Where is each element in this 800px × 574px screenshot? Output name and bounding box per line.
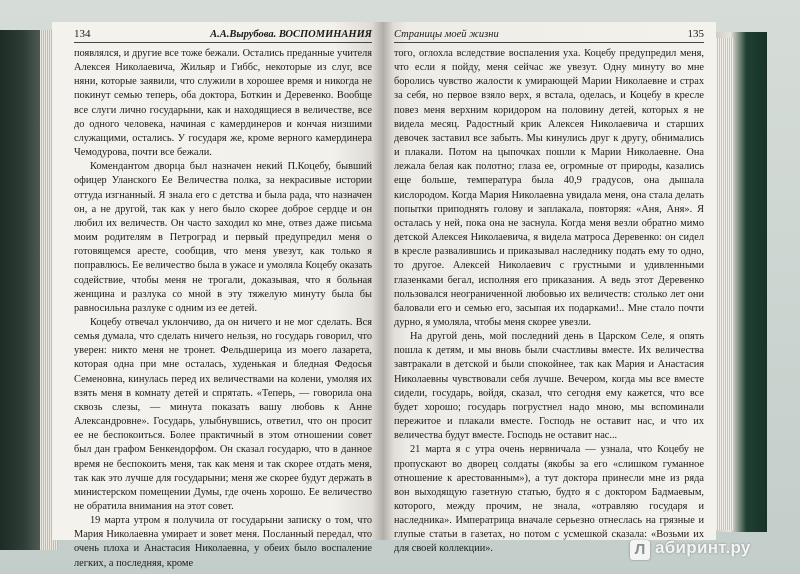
- left-page-text: [74, 47, 372, 571]
- right-running-title: Страницы моей жизни: [394, 29, 499, 40]
- left-running-title: А.А.Вырубова. ВОСПОМИНАНИЯ: [210, 29, 372, 40]
- left-page-number: 134: [74, 28, 91, 40]
- paragraph: Коцебу отвечал уклончиво, да он ничего и не мог сделать. Вся семья думала, что сделать ничего нельзя, но государь говорил, что уверен: никто меня не тронет. Фельдшерица из моего лазарета, которая одна при мне осталась, худенькая и бледная Федосья Семеновна, кинулась перед их величествами на колени, умоляя их взять меня в комнату детей и спрятать. «Теперь, — говорила она сквозь слезы, — минута показать вашу любовь к Анне Александровне». Государь, улыбнувшись, ответил, что он просит ее не беспокоиться. Более практичный в этом отношении совет был дан графом Бенкендорфом. Он сказал государю, что в данное время не беспокоить меня, так как меня и так скорее отдать меня, так как это лучше для государыни; меня же скорее будут держать в министерском помещении Думы, где очень хорошо. Ее величество не обратила внимания на этот совет.: [74, 316, 372, 512]
- paragraph: Комендантом дворца был назначен некий П.Коцебу, бывший офицер Уланского Ее Величества полка, за некрасивые истории оттуда изгнанный. Я знала его с детства и была рада, что назначен он, а не другой, так как у него было скорее доброе сердце и он любил их величеств. Он часто заходил ко мне, отвез даже письма моим родителям в Петроград и первый предупредил меня о готовящемся аресте, сообщив, что меня увезут, как только я поправлюсь. Ее величество была в ужасе и умоляла Коцебу оказать содействие, чтобы меня не трогали, доказывая, что я больная женщина и разлука со мной в эту тяжелую минуту была бы равносильна разлуке с одним из ее детей.: [74, 161, 372, 314]
- paragraph: 21 марта я с утра очень нервничала — узнала, что Коцебу не пропускают во дворец солдаты (якобы за его «слишком гуманное отношение к арестованным»), а тут доктора принесли мне из ряда вон выходящую газетную статью, будто я с доктором Бадмаевым, которого, между прочим, не знала, «отравляю государя и наследника». Императрица вначале серьезно отнеслась на грязные и глупые статьи в газетах, но потом с усмешкой сказала: «Возьми их для своей коллекции».: [394, 444, 704, 555]
- paragraph: того, оглохла вследствие воспаления уха. Коцебу предупредил меня, что если я пойду, меня сейчас же увезут. Одну минуту во мне боролись чувство жалости к умирающей Марии Николаевне и страх за себя, но первое взяло верх, я встала, оделась, и Коцебу в кресле повез меня верхним коридором на половину детей, которых я не видела месяц. Радостный крик Алексея Николаевича и старших девочек заставил все забыть. Мы кинулись друг к другу, обнимались и плакали. Потом на цыпочках пошли к Марии Николаевне. Она лежала белая как полотно; глаза ее, огромные от природы, казались еще больше, температура была 40,9 градусов, она дышала кислородом. Когда Мария Николаевна увидала меня, она стала делать попытки приподнять голову и заплакала, повторяя: «Аня, Аня». Я осталась у ней, пока она не заснула. Когда меня везли обратно мимо детской Алексея Николаевича, я видела матроса Деревенко: он сидел в кресле развалившись и приказывал наследнику подать ему то одно, то другое. Алексей Николаевич с грустными и удивленными глазенками бегал, исполняя его приказания. А ведь этот Деревенко пользовался неограниченной любовью их величеств: столько лет они баловали его и семью его, засыпая их подарками!.. Мне стало почти дурно, я умоляла, чтобы меня скорее увезли.: [394, 48, 704, 328]
- left-page: [52, 22, 382, 569]
- right-running-header: [394, 28, 704, 43]
- watermark-text: абиринт.ру: [655, 538, 751, 557]
- watermark-logo: Л: [630, 540, 650, 560]
- left-running-header: [74, 28, 372, 43]
- paragraph: На другой день, мой последний день в Царском Селе, я опять пошла к детям, и мы вновь были счастливы вместе. Их величества завтракали в детской и были спокойнее, так как Мария и Анастасия Николаевны чувствовали себя лучше. Вечером, когда мы все вместе сидели, государь, войдя, сказал, что сегодня ему кажется, что все будет хорошо; государь погрустнел надо мною, мы вспоминали пережитое и плакали вместе. Господь не оставит нас, и что их величества будут вместе. Господь не оставит нас...: [394, 331, 704, 442]
- right-page-text: [394, 47, 704, 557]
- paragraph: 19 марта утром я получила от государыни записку о том, что Мария Николаевна умирает и зовет меня. Посланный передал, что очень плоха и Анастасия Николаевна, у обеих было воспаление легких, а последняя, кроме: [74, 515, 372, 569]
- right-page-number: 135: [687, 28, 704, 40]
- paragraph: появлялся, и другие все тоже бежали. Остались преданные учителя Алексея Николаевича, Жильяр и Гиббс, некоторые из слуг, все няни, которые заявили, что служили в хорошее время и никогда не покинут семью теперь, оба доктора, Боткин и Деревенко. Вообще все слуги лично государыни, как и находящиеся в величестве, все до одного человека, начиная с камердинеров и кончая низшими служащими, остались. У государя же, кроме верного камердинера Чемодурова, почти все бежали.: [74, 48, 372, 159]
